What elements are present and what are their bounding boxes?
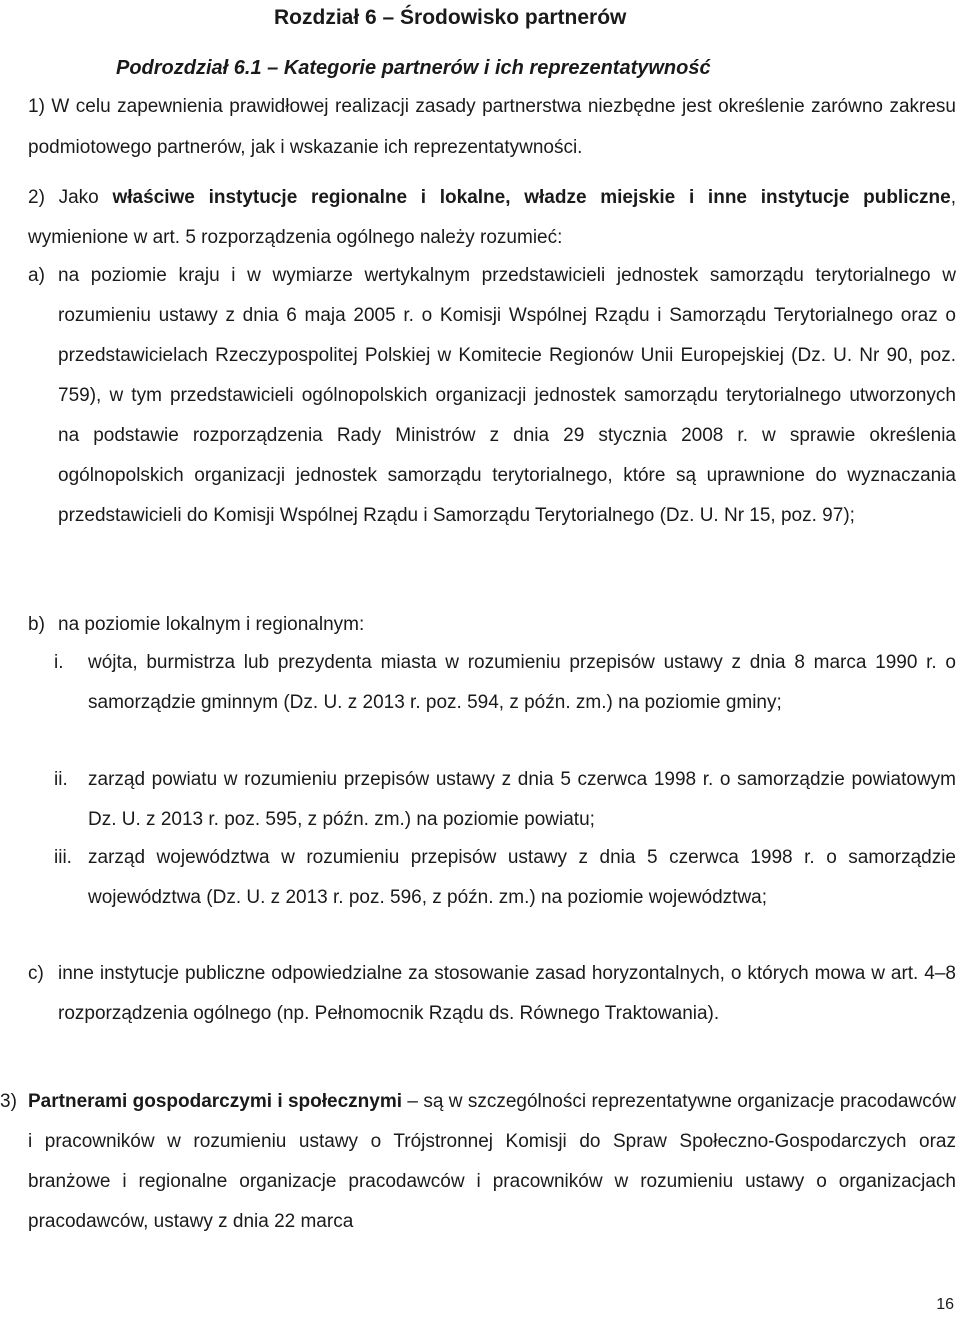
list-marker-c: c) <box>28 963 44 984</box>
list-marker-b-i: i. <box>54 652 64 673</box>
list-item-b-ii <box>28 760 956 840</box>
list-item-b <box>28 605 956 645</box>
paragraph-1 <box>28 86 956 168</box>
list-item-b-i-text: wójta, burmistrza lub prezydenta miasta w rozumieniu przepisów ustawy z dnia 8 marca 1990 r. o samorządzie gminnym (Dz. U. z 2013 r. poz. 594, z późn. zm.) na poziomie gminy; <box>88 652 956 713</box>
list-marker-a: a) <box>28 265 45 286</box>
paragraph-3 <box>0 1082 956 1242</box>
paragraph-2 <box>28 178 956 258</box>
list-item-c <box>28 954 956 1034</box>
paragraph-1-text: 1) W celu zapewnienia prawidłowej realizacji zasady partnerstwa niezbędne jest określenie zarówno zakresu podmiotowego partnerów, jak i wskazanie ich reprezentatywności. <box>28 96 956 158</box>
list-item-b-i <box>28 643 956 723</box>
list-item-b-iii-text: zarząd województwa w rozumieniu przepisów ustawy z dnia 5 czerwca 1998 r. o samorządzie województwa (Dz. U. z 2013 r. poz. 596, z późn. zm.) na poziomie województwa; <box>88 847 956 908</box>
list-item-b-ii-text: zarząd powiatu w rozumieniu przepisów ustawy z dnia 5 czerwca 1998 r. o samorządzie powiatowym Dz. U. z 2013 r. poz. 595, z późn. zm.) na poziomie powiatu; <box>88 769 956 830</box>
paragraph-2-bold: właściwe instytucje regionalne i lokalne, władze miejskie i inne instytucje publiczne <box>112 187 951 208</box>
paragraph-2-prefix: 2) Jako <box>28 187 113 208</box>
list-item-c-text: inne instytucje publiczne odpowiedzialne za stosowanie zasad horyzontalnych, o których mowa w art. 4–8 rozporządzenia ogólnego (np. Pełnomocnik Rządu ds. Równego Traktowania). <box>58 963 956 1024</box>
paragraph-3-marker: 3) <box>0 1091 17 1112</box>
list-item-a-text: na poziomie kraju i w wymiarze wertykalnym przedstawicieli jednostek samorządu terytorialnego w rozumieniu ustawy z dnia 6 maja 2005 r. o Komisji Wspólnej Rządu i Samorządu Terytorialnego oraz o przedstawicielach Rzeczypospolitej Polskiej w Komitecie Regionów Unii Europejskiej (Dz. U. Nr 90, poz. 759), w tym przedstawicieli ogólnopolskich organizacji jednostek samorządu terytorialnego utworzonych na podstawie rozporządzenia Rady Ministrów z dnia 29 stycznia 2008 r. w sprawie określenia ogólnopolskich organizacji jednostek samorządu terytorialnego, które są uprawnione do wyznaczania przedstawicieli do Komisji Wspólnej Rządu i Samorządu Terytorialnego (Dz. U. Nr 15, poz. 97); <box>58 265 956 526</box>
list-item-b-text: na poziomie lokalnym i regionalnym: <box>58 614 365 635</box>
paragraph-3-bold: Partnerami gospodarczymi i społecznymi <box>28 1091 403 1112</box>
paragraph-2-suffix: , wymienione w art. 5 rozporządzenia ogólnego należy rozumieć: <box>28 187 957 248</box>
chapter-title: Rozdział 6 – Środowisko partnerów <box>274 6 627 29</box>
list-marker-b-ii: ii. <box>54 769 68 790</box>
subchapter-title: Podrozdział 6.1 – Kategorie partnerów i ich reprezentatywność <box>116 57 711 79</box>
list-marker-b: b) <box>28 614 45 635</box>
page-number: 16 <box>936 1296 954 1313</box>
list-item-a <box>28 256 956 536</box>
paragraph-3-suffix: – są w szczególności reprezentatywne organizacje pracodawców i pracowników w rozumieniu ustawy o Trójstronnej Komisji do Spraw Społeczno-Gospodarczych oraz branżowe i regionalne organizacje pracodawców i pracowników w rozumieniu ustawy o organizacjach pracodawców, ustawy z dnia 22 marca <box>28 1091 956 1232</box>
list-item-b-iii <box>28 838 956 918</box>
list-marker-b-iii: iii. <box>54 847 72 868</box>
